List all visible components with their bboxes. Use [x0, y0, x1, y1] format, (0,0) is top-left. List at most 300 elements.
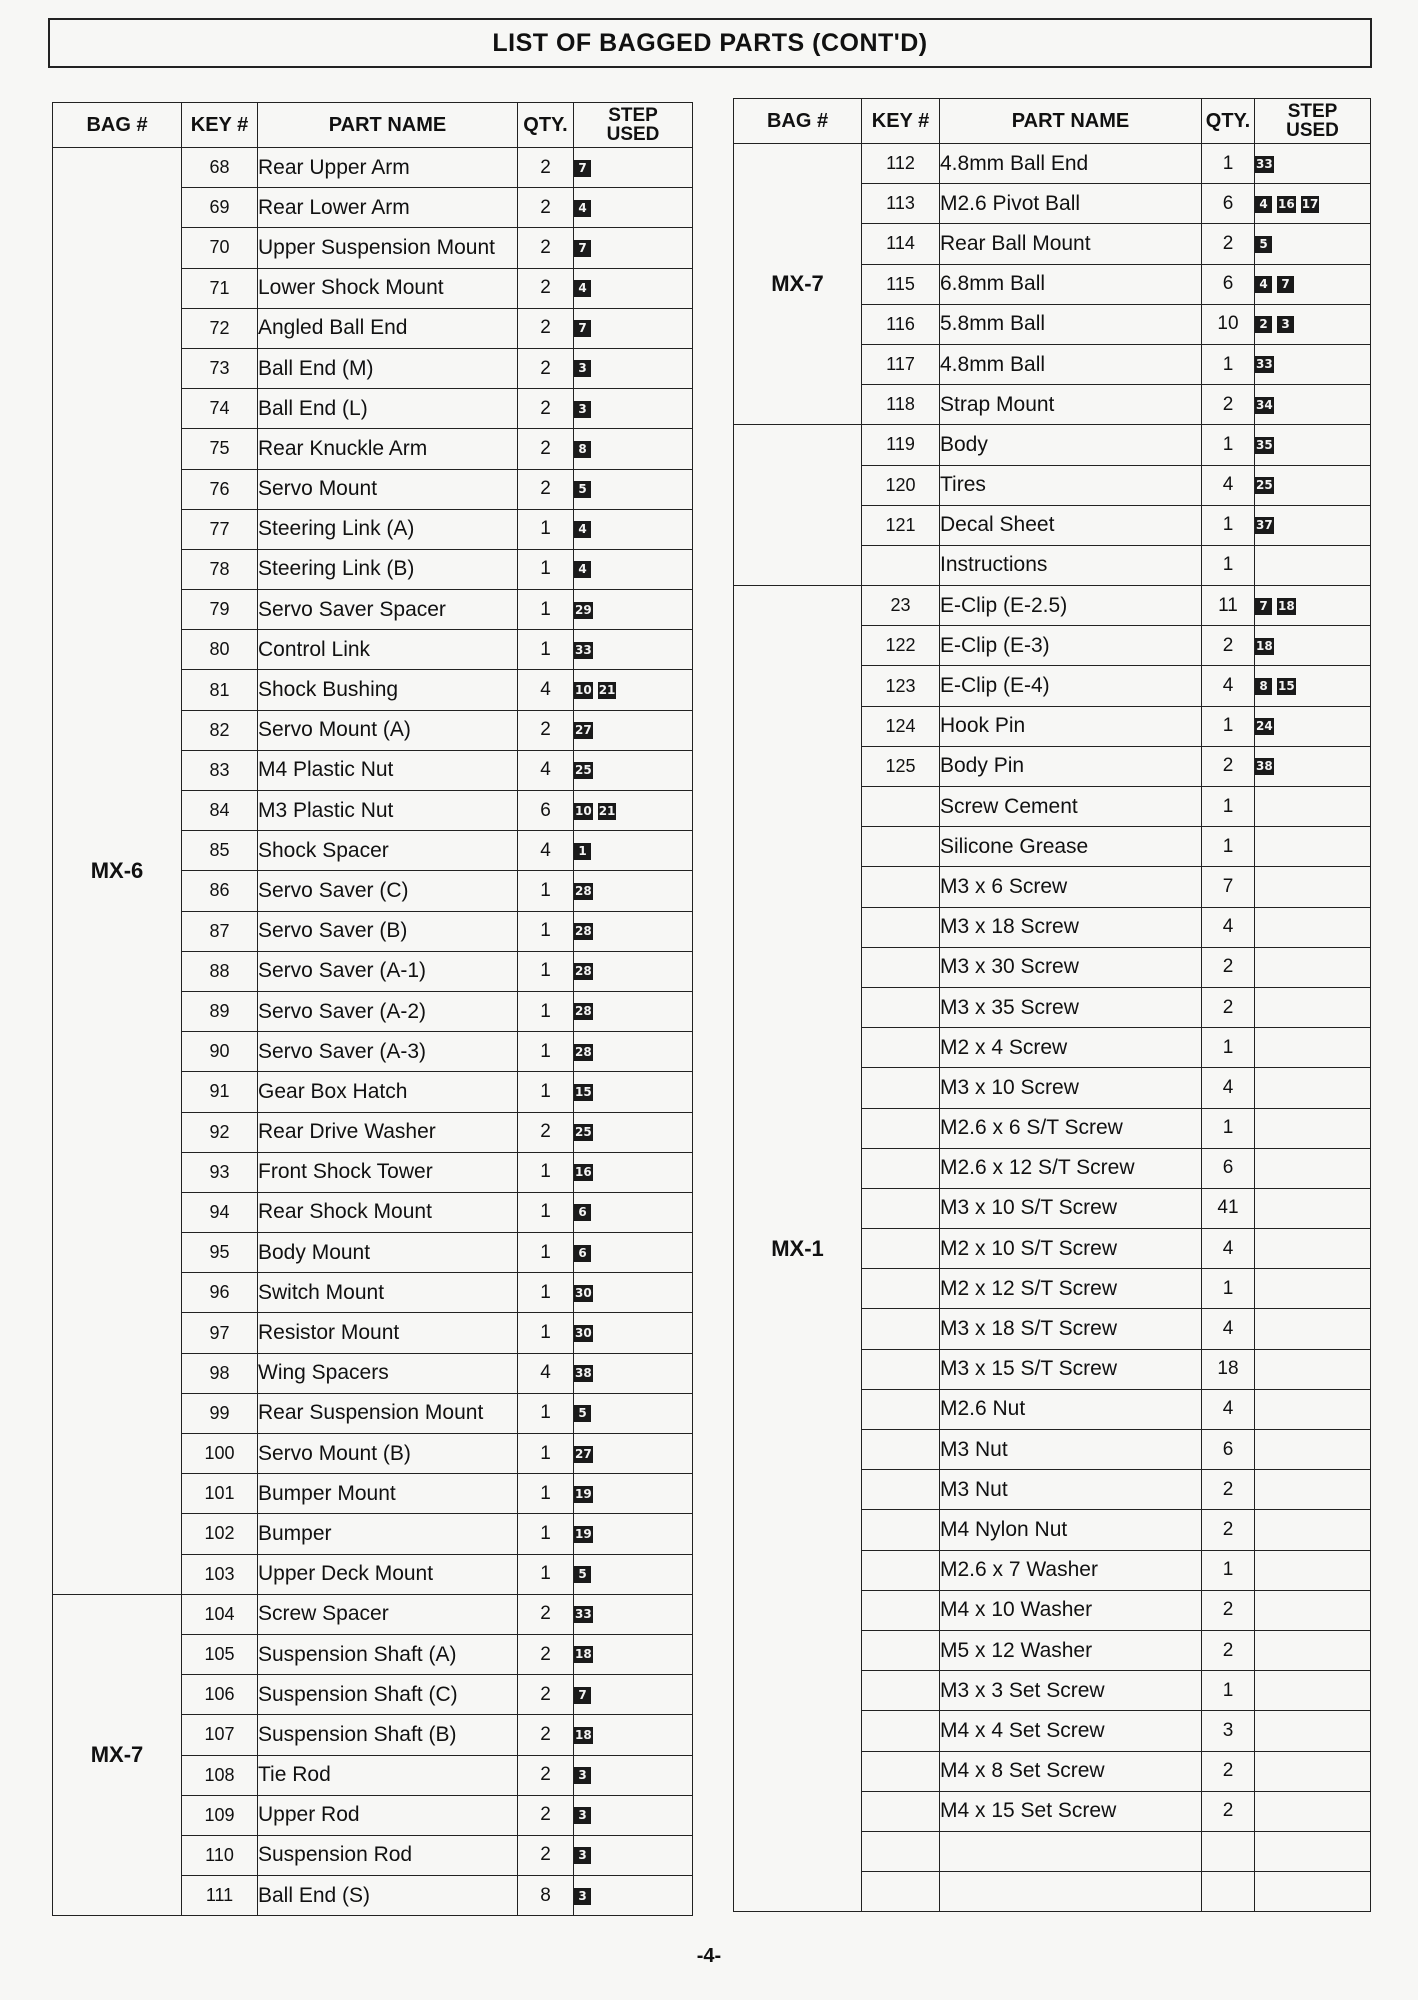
quantity: 1 [518, 911, 574, 951]
step-used [1255, 304, 1371, 344]
bag-label: MX-1 [734, 586, 862, 1912]
step-used [574, 831, 693, 871]
key-number: 102 [182, 1514, 258, 1554]
step-number-box: 25 [575, 763, 592, 778]
header-bag: BAG # [53, 103, 182, 148]
key-number: 78 [182, 549, 258, 589]
quantity: 4 [1202, 907, 1255, 947]
step-used [1255, 144, 1371, 184]
key-number [862, 867, 940, 907]
part-name: Servo Saver (B) [258, 911, 518, 951]
page-number: -4- [696, 1945, 722, 1967]
key-number [862, 1389, 940, 1429]
step-number-box: 34 [1256, 397, 1273, 412]
quantity: 1 [1202, 827, 1255, 867]
key-number: 83 [182, 750, 258, 790]
step-used [1255, 1108, 1371, 1148]
key-number: 119 [862, 425, 940, 465]
key-number: 71 [182, 268, 258, 308]
step-used [574, 1393, 693, 1433]
header-step-used [1255, 99, 1371, 144]
quantity: 4 [518, 750, 574, 790]
part-name: Steering Link (B) [258, 549, 518, 589]
part-name: Tires [940, 465, 1202, 505]
step-number-box: 28 [575, 924, 592, 939]
step-number-box: 3 [574, 401, 591, 418]
key-number [862, 1349, 940, 1389]
quantity: 4 [1202, 1389, 1255, 1429]
step-number-box: 10 [575, 682, 592, 697]
table-row [734, 144, 1371, 184]
quantity: 4 [1202, 1229, 1255, 1269]
quantity: 2 [518, 348, 574, 388]
key-number [862, 1590, 940, 1630]
step-used [1255, 1630, 1371, 1670]
key-number: 120 [862, 465, 940, 505]
key-number: 72 [182, 308, 258, 348]
part-name: Shock Spacer [258, 831, 518, 871]
header-step-line1: STEP [1287, 101, 1338, 122]
quantity: 1 [518, 871, 574, 911]
step-number-box: 7 [574, 160, 591, 177]
part-name: 4.8mm Ball End [940, 144, 1202, 184]
part-name: Resistor Mount [258, 1313, 518, 1353]
step-used [574, 1434, 693, 1474]
part-name: M3 Nut [940, 1430, 1202, 1470]
header-key: KEY # [862, 99, 940, 144]
step-number-box: 4 [574, 280, 591, 297]
step-number-box: 7 [574, 1687, 591, 1704]
step-used [574, 951, 693, 991]
step-used [574, 1072, 693, 1112]
key-number: 91 [182, 1072, 258, 1112]
step-number-box: 33 [575, 1607, 592, 1622]
step-used [1255, 586, 1371, 626]
part-name: Servo Mount [258, 469, 518, 509]
key-number: 124 [862, 706, 940, 746]
table-row [53, 148, 693, 188]
part-name: M4 x 4 Set Screw [940, 1711, 1202, 1751]
quantity: 3 [1202, 1711, 1255, 1751]
step-used [1255, 344, 1371, 384]
part-name: Ball End (S) [258, 1876, 518, 1916]
key-number: 69 [182, 188, 258, 228]
key-number [862, 1510, 940, 1550]
part-name: Switch Mount [258, 1273, 518, 1313]
quantity: 2 [1202, 626, 1255, 666]
step-used [1255, 1510, 1371, 1550]
quantity: 4 [1202, 666, 1255, 706]
step-used [1255, 626, 1371, 666]
step-used [574, 1313, 693, 1353]
part-name: Silicone Grease [940, 827, 1202, 867]
step-number-box: 5 [574, 1405, 591, 1422]
part-name: 5.8mm Ball [940, 304, 1202, 344]
step-used [1255, 1068, 1371, 1108]
parts-table-left [52, 102, 693, 1916]
step-used [1255, 264, 1371, 304]
step-number-box: 7 [1255, 598, 1272, 615]
step-number-box: 27 [575, 1446, 592, 1461]
key-number: 94 [182, 1192, 258, 1232]
key-number: 106 [182, 1675, 258, 1715]
step-number-box: 16 [575, 1165, 592, 1180]
step-used [1255, 505, 1371, 545]
key-number: 114 [862, 224, 940, 264]
step-used [574, 791, 693, 831]
step-used [574, 1594, 693, 1634]
quantity: 2 [518, 228, 574, 268]
quantity: 1 [518, 1032, 574, 1072]
part-name: Shock Bushing [258, 670, 518, 710]
part-name: Bumper [258, 1514, 518, 1554]
step-used [574, 911, 693, 951]
step-number-box: 18 [575, 1727, 592, 1742]
step-number-box: 29 [575, 602, 592, 617]
quantity: 2 [518, 1634, 574, 1674]
key-number: 98 [182, 1353, 258, 1393]
step-used [574, 1032, 693, 1072]
step-used [574, 429, 693, 469]
quantity: 2 [518, 1795, 574, 1835]
step-used [1255, 1550, 1371, 1590]
key-number: 111 [182, 1876, 258, 1916]
quantity: 1 [1202, 425, 1255, 465]
quantity [1202, 1831, 1255, 1871]
quantity: 2 [518, 308, 574, 348]
key-number [862, 1309, 940, 1349]
step-used [1255, 1831, 1371, 1871]
part-name: Servo Mount (A) [258, 710, 518, 750]
step-number-box: 28 [575, 1004, 592, 1019]
quantity: 1 [1202, 1108, 1255, 1148]
step-number-box: 25 [1256, 478, 1273, 493]
quantity: 6 [518, 791, 574, 831]
key-number: 80 [182, 630, 258, 670]
step-number-box: 27 [575, 723, 592, 738]
table-header-row [734, 99, 1371, 144]
part-name: 4.8mm Ball [940, 344, 1202, 384]
step-used [1255, 787, 1371, 827]
quantity: 2 [1202, 1510, 1255, 1550]
key-number: 88 [182, 951, 258, 991]
key-number: 70 [182, 228, 258, 268]
step-number-box: 17 [1301, 196, 1319, 211]
step-used [1255, 1711, 1371, 1751]
part-name: Upper Deck Mount [258, 1554, 518, 1594]
step-number-box: 3 [1277, 316, 1294, 333]
quantity: 2 [1202, 224, 1255, 264]
part-name: Servo Saver (A-2) [258, 991, 518, 1031]
key-number: 103 [182, 1554, 258, 1594]
quantity: 1 [518, 1192, 574, 1232]
step-number-box: 4 [1255, 276, 1272, 293]
key-number [862, 1831, 940, 1871]
key-number: 104 [182, 1594, 258, 1634]
header-step-line2: USED [1286, 120, 1339, 141]
part-name: Servo Saver (A-3) [258, 1032, 518, 1072]
step-number-box: 18 [1256, 638, 1273, 653]
quantity: 1 [518, 1152, 574, 1192]
part-name: Screw Spacer [258, 1594, 518, 1634]
key-number [862, 1430, 940, 1470]
part-name: Servo Saver Spacer [258, 590, 518, 630]
part-name: M4 Plastic Nut [258, 750, 518, 790]
part-name: M2.6 x 7 Washer [940, 1550, 1202, 1590]
key-number [862, 1188, 940, 1228]
key-number: 100 [182, 1434, 258, 1474]
key-number [862, 1791, 940, 1831]
quantity: 1 [1202, 1269, 1255, 1309]
quantity: 2 [1202, 746, 1255, 786]
step-used [574, 871, 693, 911]
quantity: 1 [1202, 1671, 1255, 1711]
bag-label: MX-7 [53, 1594, 182, 1916]
part-name: M2.6 x 12 S/T Screw [940, 1148, 1202, 1188]
step-used [1255, 746, 1371, 786]
key-number: 81 [182, 670, 258, 710]
quantity [1202, 1872, 1255, 1912]
quantity: 6 [1202, 264, 1255, 304]
step-used [574, 1675, 693, 1715]
step-number-box: 35 [1256, 437, 1273, 452]
part-name: M4 x 15 Set Screw [940, 1791, 1202, 1831]
step-used [574, 1715, 693, 1755]
step-number-box: 6 [574, 1204, 591, 1221]
part-name: Rear Knuckle Arm [258, 429, 518, 469]
step-used [1255, 666, 1371, 706]
step-used [574, 308, 693, 348]
step-used [1255, 1590, 1371, 1630]
key-number: 123 [862, 666, 940, 706]
key-number [862, 907, 940, 947]
part-name: M2.6 x 6 S/T Screw [940, 1108, 1202, 1148]
quantity: 2 [518, 1835, 574, 1875]
part-name: M4 x 10 Washer [940, 1590, 1202, 1630]
key-number [862, 1630, 940, 1670]
part-name: M3 x 3 Set Screw [940, 1671, 1202, 1711]
part-name: M3 x 10 Screw [940, 1068, 1202, 1108]
step-number-box: 7 [574, 240, 591, 257]
part-name: M2 x 12 S/T Screw [940, 1269, 1202, 1309]
part-name: Upper Suspension Mount [258, 228, 518, 268]
part-name: M4 x 8 Set Screw [940, 1751, 1202, 1791]
step-number-box: 24 [1256, 719, 1273, 734]
key-number: 116 [862, 304, 940, 344]
bag-label [734, 425, 862, 586]
step-used [1255, 987, 1371, 1027]
part-name: M3 x 6 Screw [940, 867, 1202, 907]
step-used [574, 148, 693, 188]
quantity: 1 [518, 1393, 574, 1433]
key-number [862, 1550, 940, 1590]
step-number-box: 37 [1256, 518, 1273, 533]
step-used [1255, 1430, 1371, 1470]
key-number [862, 947, 940, 987]
quantity: 1 [1202, 545, 1255, 585]
key-number [862, 1711, 940, 1751]
quantity: 1 [518, 1514, 574, 1554]
step-number-box: 3 [574, 360, 591, 377]
step-used [1255, 867, 1371, 907]
step-used [574, 549, 693, 589]
part-name: Bumper Mount [258, 1474, 518, 1514]
step-used [574, 268, 693, 308]
part-name: M3 Nut [940, 1470, 1202, 1510]
step-used [574, 1273, 693, 1313]
part-name: 6.8mm Ball [940, 264, 1202, 304]
quantity: 2 [518, 389, 574, 429]
bag-label: MX-7 [734, 144, 862, 425]
step-number-box: 19 [575, 1526, 592, 1541]
step-used [574, 228, 693, 268]
key-number: 79 [182, 590, 258, 630]
quantity: 2 [518, 1755, 574, 1795]
key-number [862, 1028, 940, 1068]
key-number: 125 [862, 746, 940, 786]
part-name: E-Clip (E-3) [940, 626, 1202, 666]
step-number-box: 3 [574, 1807, 591, 1824]
step-number-box: 18 [575, 1647, 592, 1662]
key-number: 77 [182, 509, 258, 549]
step-used [574, 188, 693, 228]
quantity: 4 [1202, 1309, 1255, 1349]
part-name: Upper Rod [258, 1795, 518, 1835]
part-name: M2 x 10 S/T Screw [940, 1229, 1202, 1269]
key-number: 108 [182, 1755, 258, 1795]
quantity: 2 [518, 268, 574, 308]
parts-table-right [733, 98, 1371, 1912]
bag-label: MX-6 [53, 148, 182, 1595]
quantity: 2 [1202, 385, 1255, 425]
step-number-box: 33 [1256, 357, 1273, 372]
quantity: 1 [518, 590, 574, 630]
quantity: 2 [518, 188, 574, 228]
step-used [1255, 1188, 1371, 1228]
quantity: 1 [1202, 787, 1255, 827]
quantity: 2 [518, 469, 574, 509]
part-name: M3 x 15 S/T Screw [940, 1349, 1202, 1389]
part-name: Strap Mount [940, 385, 1202, 425]
key-number [862, 545, 940, 585]
step-used [574, 509, 693, 549]
quantity: 10 [1202, 304, 1255, 344]
quantity: 1 [518, 951, 574, 991]
part-name: Front Shock Tower [258, 1152, 518, 1192]
key-number: 115 [862, 264, 940, 304]
part-name: Gear Box Hatch [258, 1072, 518, 1112]
key-number: 86 [182, 871, 258, 911]
step-used [1255, 1671, 1371, 1711]
key-number: 122 [862, 626, 940, 666]
key-number: 87 [182, 911, 258, 951]
quantity: 2 [518, 1594, 574, 1634]
key-number: 68 [182, 148, 258, 188]
key-number: 107 [182, 1715, 258, 1755]
step-used [574, 630, 693, 670]
key-number: 121 [862, 505, 940, 545]
quantity: 4 [1202, 465, 1255, 505]
quantity: 1 [518, 1273, 574, 1313]
quantity: 8 [518, 1876, 574, 1916]
step-number-box: 5 [574, 481, 591, 498]
key-number: 113 [862, 184, 940, 224]
quantity: 2 [1202, 1630, 1255, 1670]
key-number [862, 987, 940, 1027]
key-number [862, 827, 940, 867]
step-number-box: 4 [1255, 196, 1272, 213]
step-number-box: 21 [598, 803, 616, 818]
part-name: Rear Drive Washer [258, 1112, 518, 1152]
step-number-box: 38 [1256, 759, 1273, 774]
step-number-box: 7 [574, 320, 591, 337]
quantity: 1 [518, 991, 574, 1031]
step-number-box: 3 [574, 1847, 591, 1864]
part-name: Servo Saver (C) [258, 871, 518, 911]
quantity: 2 [518, 1715, 574, 1755]
step-used [574, 1514, 693, 1554]
key-number: 85 [182, 831, 258, 871]
step-used [1255, 827, 1371, 867]
part-name: Screw Cement [940, 787, 1202, 827]
step-number-box: 33 [575, 642, 592, 657]
step-used [574, 710, 693, 750]
header-step-used [574, 103, 693, 148]
key-number: 76 [182, 469, 258, 509]
part-name: Body Pin [940, 746, 1202, 786]
quantity: 2 [518, 710, 574, 750]
step-number-box: 6 [574, 1245, 591, 1262]
part-name: M3 x 10 S/T Screw [940, 1188, 1202, 1228]
step-used [1255, 1229, 1371, 1269]
key-number: 75 [182, 429, 258, 469]
header-part-name: PART NAME [940, 99, 1202, 144]
quantity: 4 [518, 831, 574, 871]
part-name: Body Mount [258, 1233, 518, 1273]
quantity: 1 [1202, 1028, 1255, 1068]
key-number: 117 [862, 344, 940, 384]
quantity: 6 [1202, 1148, 1255, 1188]
part-name: Suspension Rod [258, 1835, 518, 1875]
step-used [574, 1152, 693, 1192]
key-number: 84 [182, 791, 258, 831]
key-number: 74 [182, 389, 258, 429]
part-name: Rear Shock Mount [258, 1192, 518, 1232]
step-used [574, 1192, 693, 1232]
step-used [1255, 1309, 1371, 1349]
step-used [1255, 947, 1371, 987]
step-used [574, 1876, 693, 1916]
quantity: 1 [518, 1434, 574, 1474]
step-used [1255, 1349, 1371, 1389]
key-number: 99 [182, 1393, 258, 1433]
step-used [574, 1112, 693, 1152]
quantity: 2 [518, 429, 574, 469]
key-number [862, 1229, 940, 1269]
part-name: E-Clip (E-2.5) [940, 586, 1202, 626]
part-name: Rear Upper Arm [258, 148, 518, 188]
quantity: 7 [1202, 867, 1255, 907]
header-step-line2: USED [606, 124, 660, 145]
step-used [1255, 224, 1371, 264]
step-used [574, 1755, 693, 1795]
key-number: 97 [182, 1313, 258, 1353]
quantity: 2 [1202, 1470, 1255, 1510]
step-number-box: 8 [1255, 678, 1272, 695]
step-number-box: 28 [575, 1044, 592, 1059]
part-name: M2.6 Pivot Ball [940, 184, 1202, 224]
step-used [574, 1474, 693, 1514]
